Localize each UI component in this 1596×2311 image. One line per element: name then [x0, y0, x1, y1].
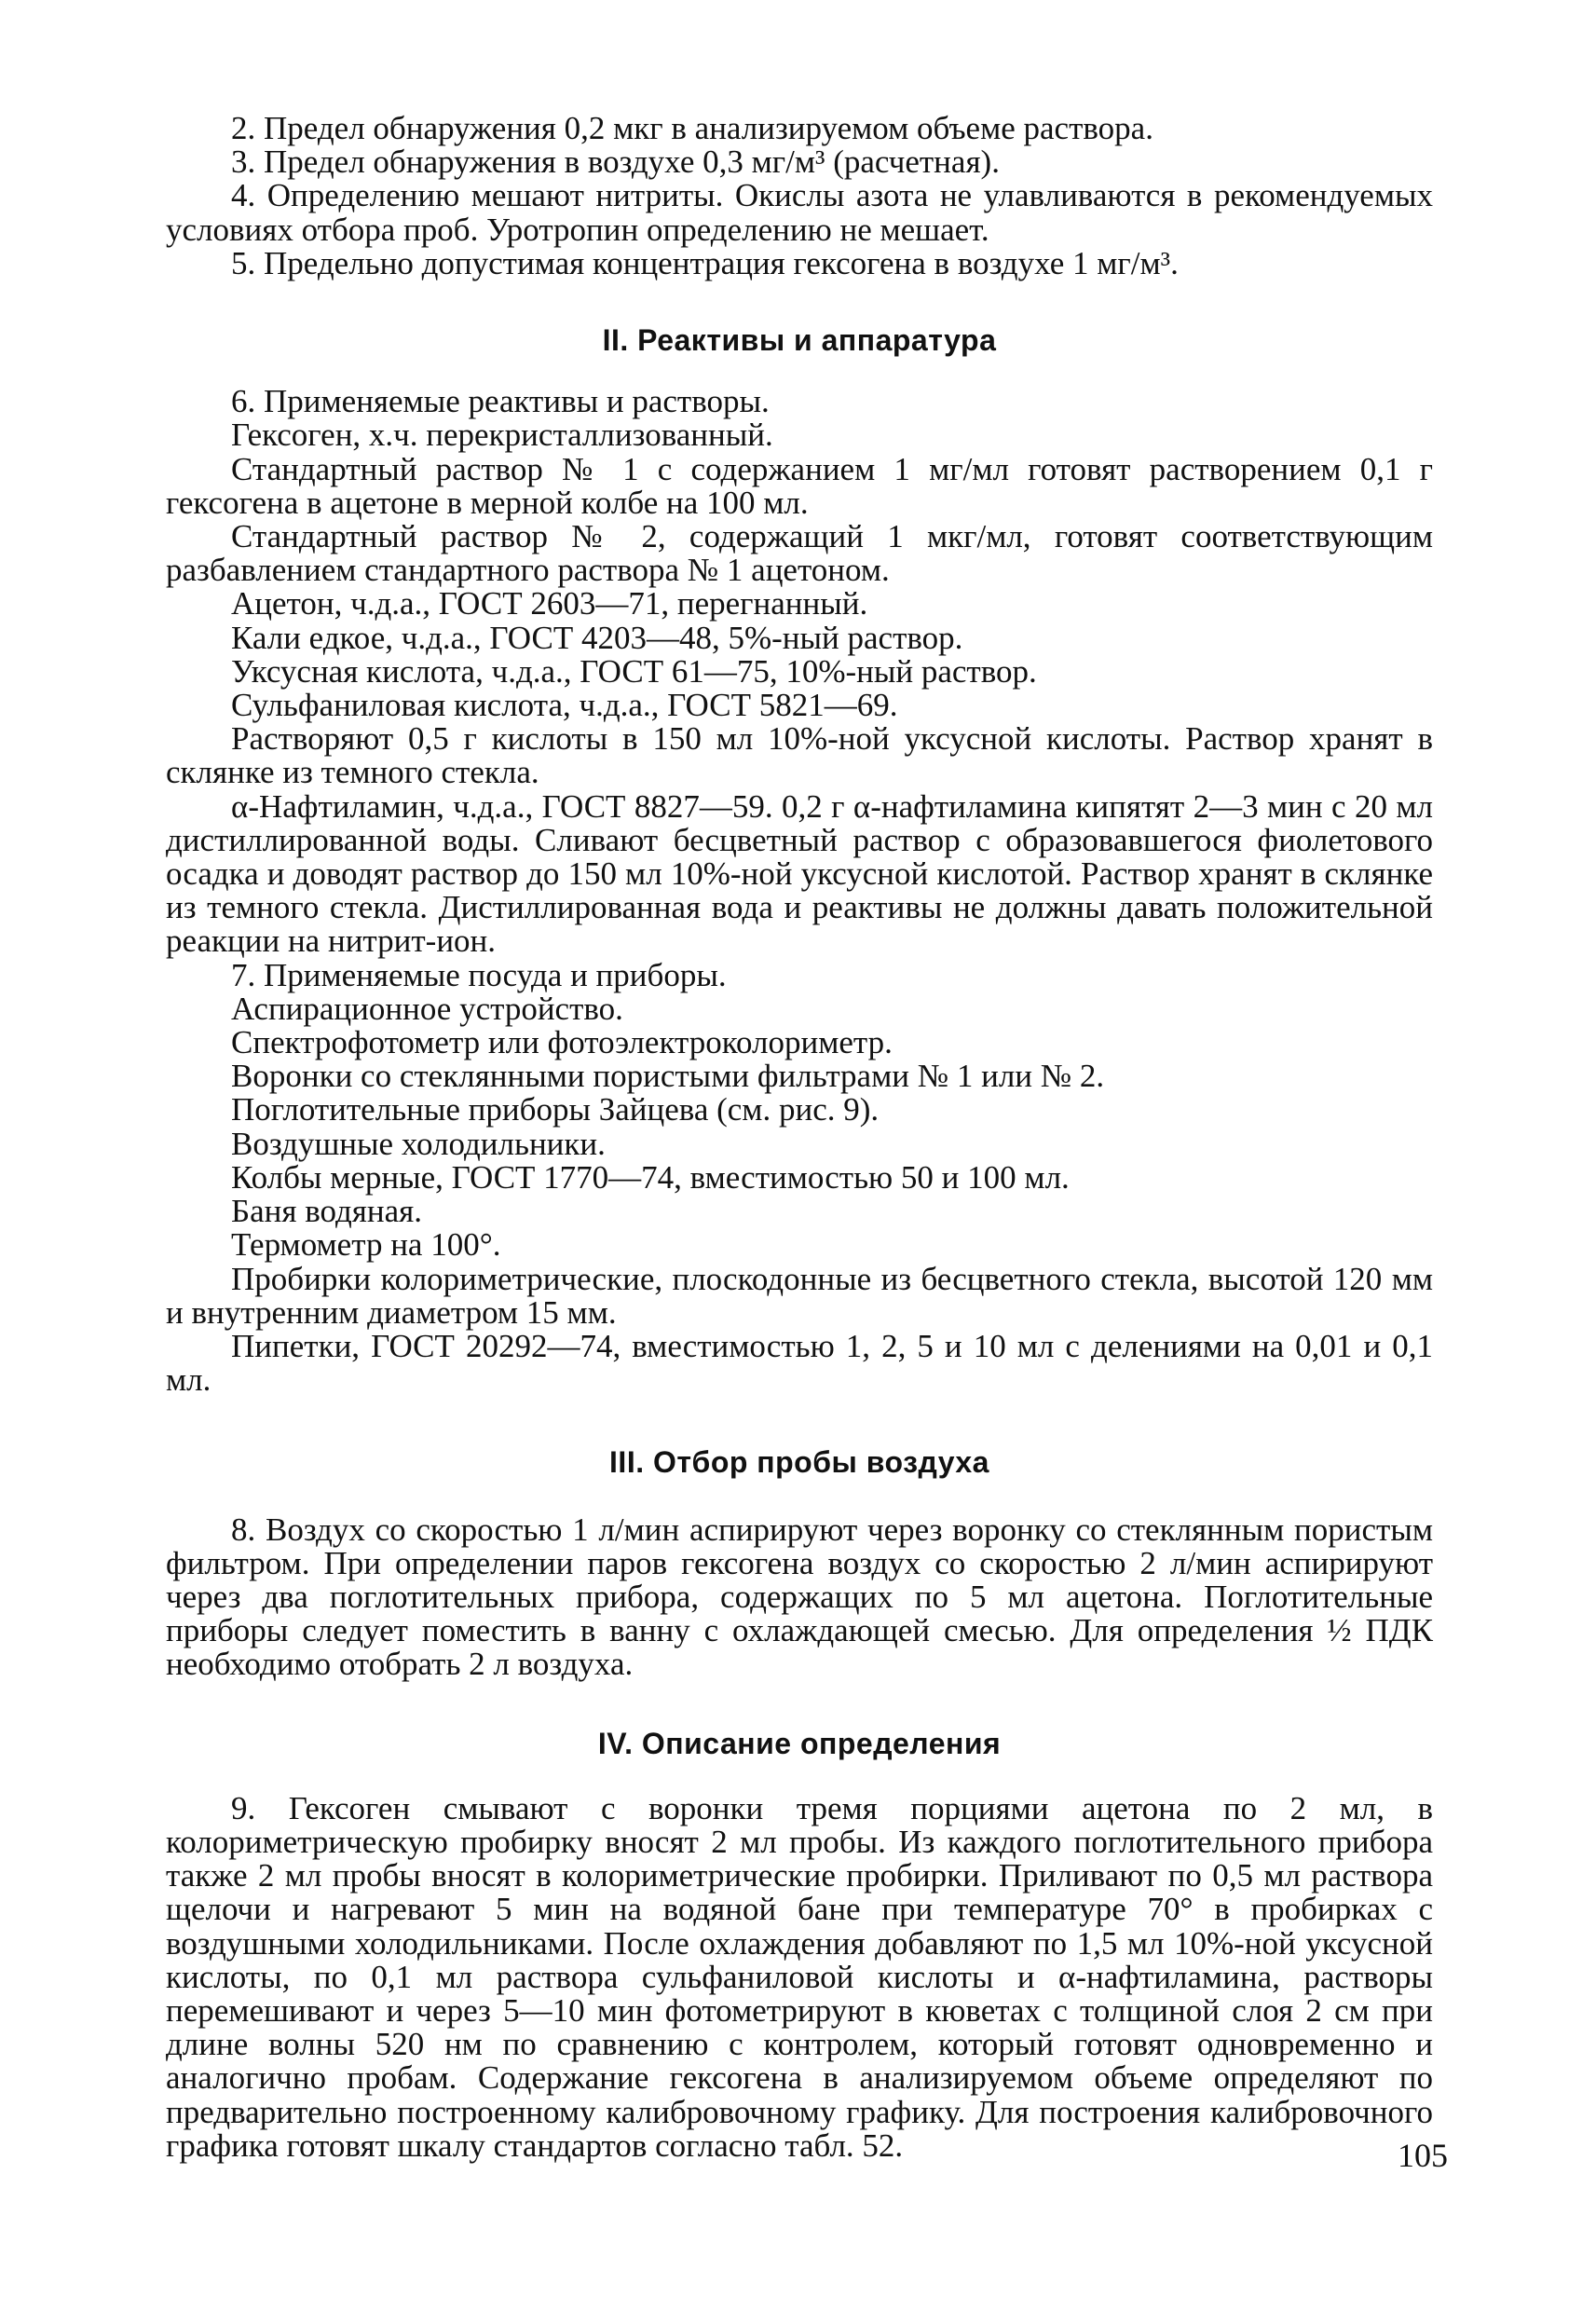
paragraph: Пробирки колориметрические, плоскодонные из бесцветного стекла, высотой 120 мм и внутренним диаметром 15 мм. [166, 1260, 1433, 1331]
paragraph: Воздушные холодильники. [231, 1125, 606, 1162]
paragraph: Растворяют 0,5 г кислоты в 150 мл 10%-ной уксусной кислоты. Раствор хранят в склянке из темного стекла. [166, 720, 1433, 791]
page-number: 105 [1398, 2137, 1448, 2174]
page-body [166, 112, 1433, 2163]
paragraph: Стандартный раствор № 2, содержащий 1 мкг/мл, готовят соответствующим разбавлением стандартного раствора № 1 ацетоном. [166, 518, 1433, 589]
section-heading-air-sampling: III. Отбор пробы воздуха [609, 1445, 989, 1480]
paragraph: Колбы мерные, ГОСТ 1770—74, вместимостью 50 и 100 мл. [231, 1158, 1070, 1196]
item-2: 2. Предел обнаружения 0,2 мкг в анализируемом объеме раствора. [231, 110, 1153, 146]
paragraph: Аспирационное устройство. [231, 990, 623, 1027]
section-heading-reagents: II. Реактивы и аппаратура [602, 323, 997, 358]
paragraph: α-Нафтиламин, ч.д.а., ГОСТ 8827—59. 0,2 г α-нафтиламина кипятят 2—3 мин с 20 мл дистиллированной воды. Сливают бесцветный раствор с образовавшегося фиолетового осадка и доводят раствор до 150 мл 10%-ной уксусной кислотой. Раствор хранят в склянке из темного стекла. Дистиллированная вода и реактивы не должны давать положительной реакции на нитрит-ион. [166, 787, 1433, 960]
paragraph: Гексоген, х.ч. перекристаллизованный. [231, 417, 773, 454]
paragraph: 8. Воздух со скоростью 1 л/мин аспирируют через воронку со стеклянным пористым фильтром. При определении паров гексогена воздух со скоростью 2 л/мин аспирируют через два поглотительных прибора, содержащих по 5 мл ацетона. Поглотительные приборы следует поместить в ванну с охлаждающей смесью. Для определения ½ ПДК необходимо отобрать 2 л воздуха. [166, 1511, 1433, 1683]
paragraph: Сульфаниловая кислота, ч.д.а., ГОСТ 5821—69. [231, 687, 898, 724]
paragraph: Спектрофотометр или фотоэлектроколориметр. [231, 1024, 893, 1061]
paragraph: Пипетки, ГОСТ 20292—74, вместимостью 1, 2, 5 и 10 мл с делениями на 0,01 и 0,1 мл. [166, 1327, 1433, 1399]
paragraph: 9. Гексоген смывают с воронки тремя порциями ацетона по 2 мл, в колориметрическую пробирку вносят 2 мл пробы. Из каждого поглотительного прибора также 2 мл пробы вносят в колориметрические пробирки. Приливают по 0,5 мл раствора щелочи и нагревают 5 мин на водяной бане при температуре 70° в пробирках с воздушными холодильниками. После охлаждения добавляют по 1,5 мл 10%-ной уксусной кислоты, по 0,1 мл раствора сульфаниловой кислоты и α-нафтиламина, растворы перемешивают и через 5—10 мин фотометрируют в кюветах с толщиной слоя 2 см при длине волны 520 нм по сравнению с контролем, который готовят одновременно и аналогично пробам. Содержание гексогена в анализируемом объеме определяют по предварительно построенному калибровочному графику. Для построения калибровочного графика готовят шкалу стандартов согласно табл. 52. [166, 1789, 1433, 2164]
paragraph: 6. Применяемые реактивы и растворы. [231, 383, 770, 420]
section-heading-procedure: IV. Описание определения [597, 1726, 1002, 1760]
paragraph: 7. Применяемые посуда и приборы. [231, 956, 727, 993]
paragraph: Уксусная кислота, ч.д.а., ГОСТ 61—75, 10%-ный раствор. [231, 652, 1037, 690]
paragraph: Стандартный раствор № 1 с содержанием 1 мг/мл готовят растворением 0,1 г гексогена в ацетоне в мерной колбе на 100 мл. [166, 450, 1433, 521]
item-5: 5. Предельно допустимая концентрация гексогена в воздухе 1 мг/м³. [231, 244, 1179, 281]
paragraph: Поглотительные приборы Зайцева (см. рис. 9). [231, 1091, 880, 1128]
paragraph: Баня водяная. [231, 1193, 423, 1230]
paragraph: Кали едкое, ч.д.а., ГОСТ 4203—48, 5%-ный раствор. [231, 619, 963, 656]
item-4: 4. Определению мешают нитриты. Окислы азота не улавливаются в рекомендуемых условиях отбора проб. Уротропин определению не мешает. [166, 177, 1433, 248]
item-3: 3. Предел обнаружения в воздухе 0,3 мг/м³ (расчетная). [231, 144, 1000, 181]
paragraph: Воронки со стеклянными пористыми фильтрами № 1 или № 2. [231, 1058, 1105, 1095]
paragraph: Ацетон, ч.д.а., ГОСТ 2603—71, перегнанный. [231, 585, 868, 622]
paragraph: Термометр на 100°. [231, 1226, 501, 1264]
